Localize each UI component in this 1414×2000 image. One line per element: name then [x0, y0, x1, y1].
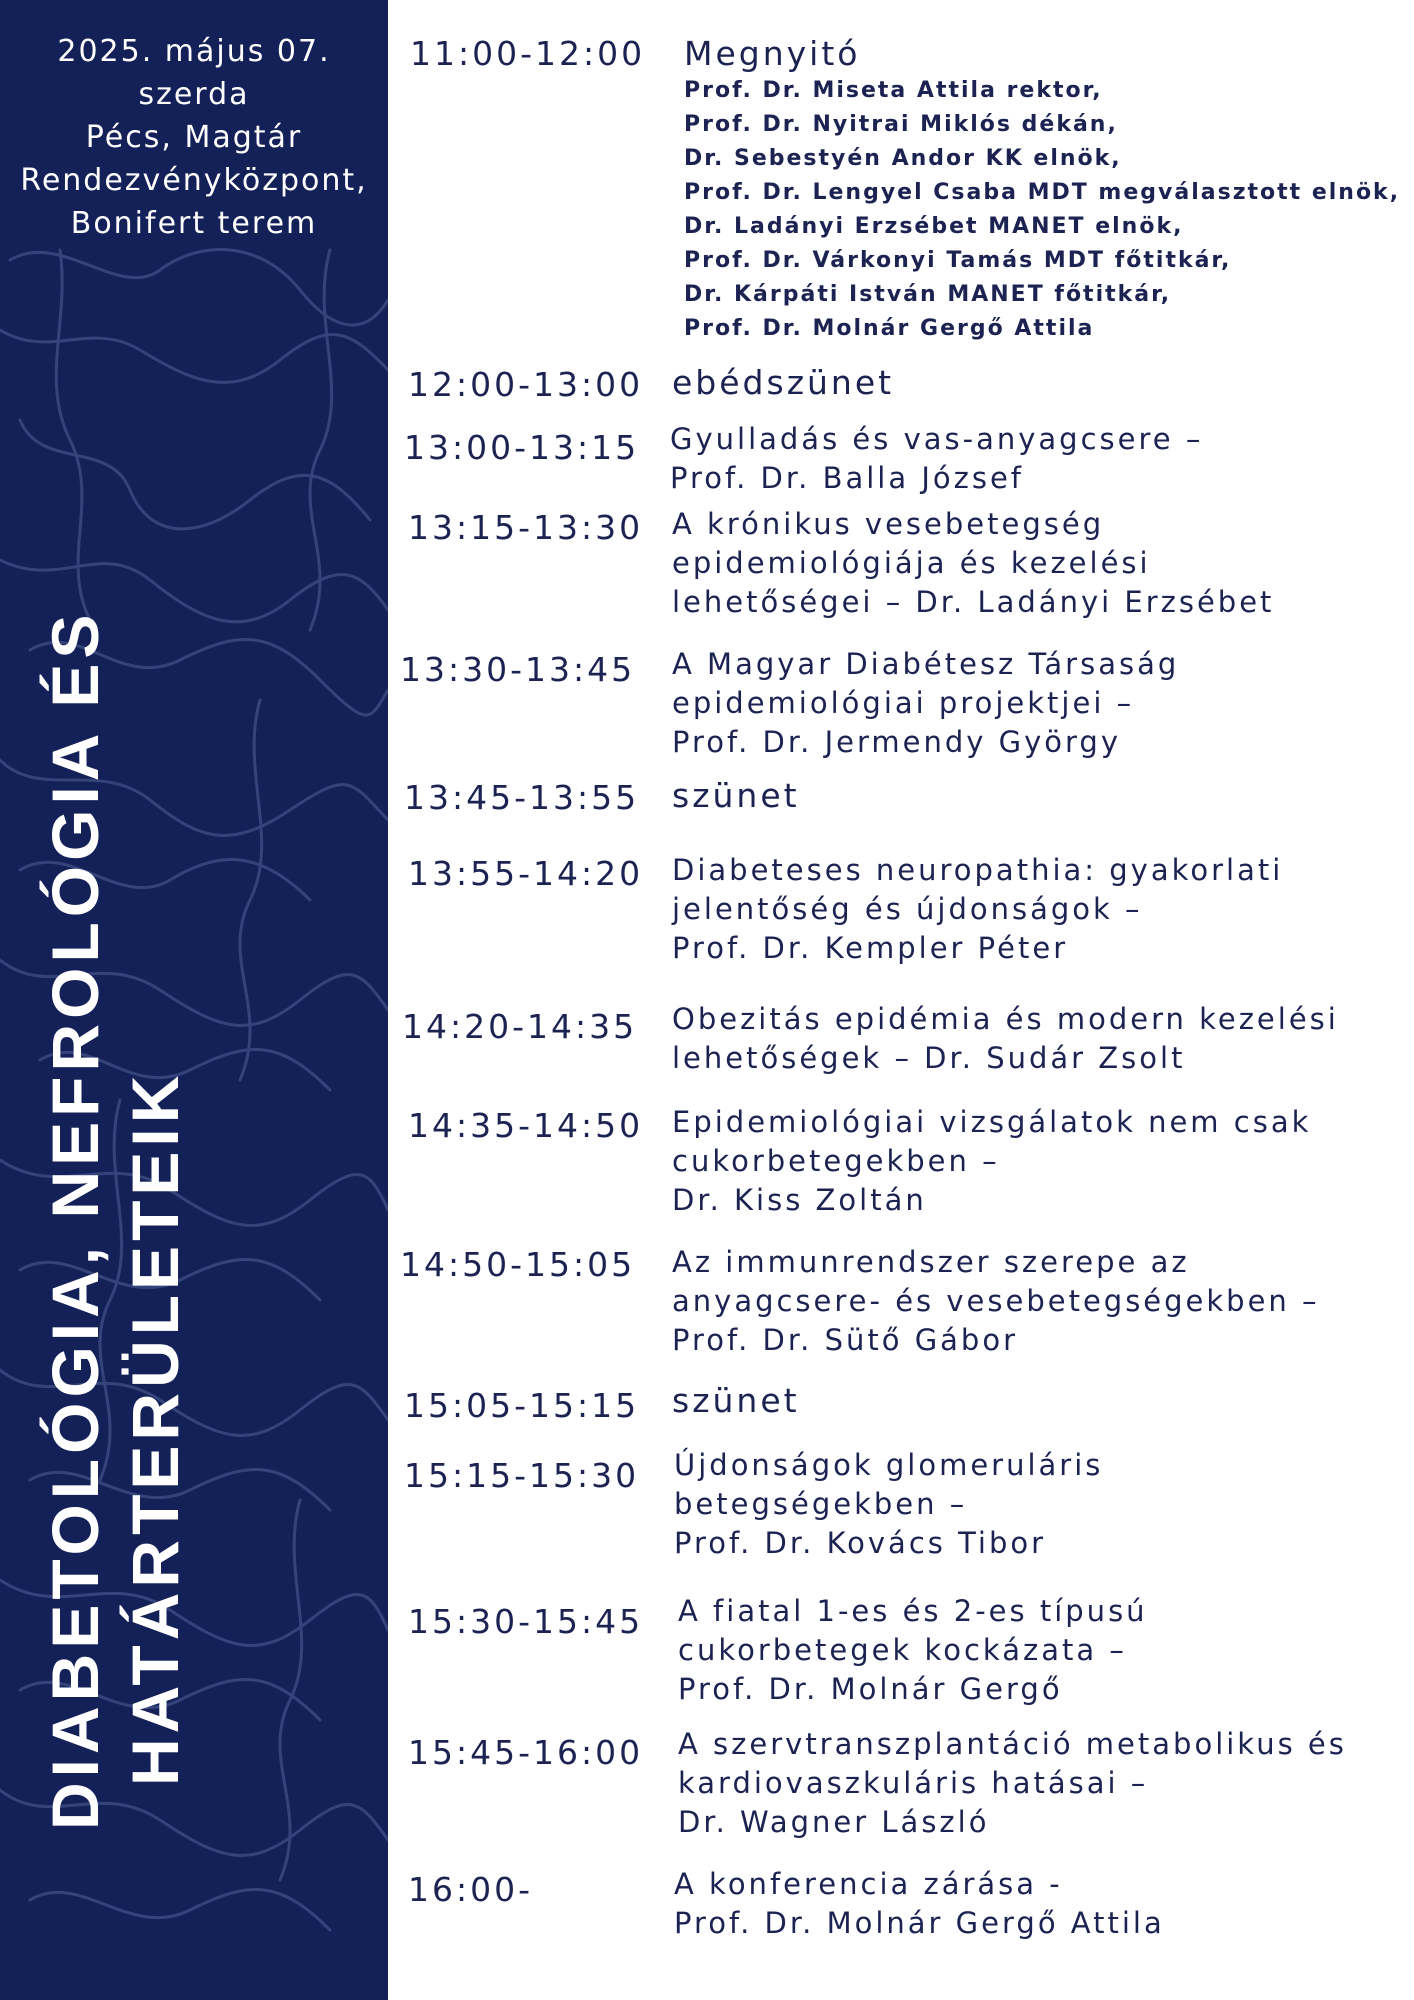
lunch-break: ebédszünet [672, 363, 895, 402]
speaker: Prof. Dr. Várkonyi Tamás MDT főtitkár, [684, 248, 1232, 273]
session-time: 15:15-15:30 [404, 1456, 640, 1495]
session [672, 851, 1283, 968]
session-time: 15:45-16:00 [408, 1733, 644, 1772]
break: szünet [672, 1381, 800, 1420]
session-line: A krónikus vesebetegség [672, 507, 1105, 541]
session-line: Prof. Dr. Molnár Gergő [678, 1672, 1063, 1706]
session-time: 13:15-13:30 [408, 508, 644, 547]
session-time: 11:00-12:00 [410, 34, 646, 73]
session [672, 645, 1179, 762]
session-time: 12:00-13:00 [408, 365, 644, 404]
event-room: Bonifert terem [70, 206, 318, 241]
speaker: Dr. Sebestyén Andor KK elnök, [684, 146, 1122, 171]
session [678, 1725, 1347, 1842]
session [674, 1446, 1103, 1563]
session-time: 16:00- [408, 1870, 534, 1909]
session-line: Prof. Dr. Kovács Tibor [674, 1526, 1047, 1560]
session-time: 13:00-13:15 [404, 428, 640, 467]
conference-title-line: HATÁRTERÜLETEIK [118, 1070, 192, 1786]
event-weekday: szerda [138, 77, 250, 112]
session-line: epidemiológiája és kezelési [672, 546, 1151, 580]
session-line: A Magyar Diabétesz Társaság [672, 647, 1180, 681]
session-line: Prof. Dr. Jermendy György [672, 725, 1121, 759]
session-line: Dr. Kiss Zoltán [672, 1183, 927, 1217]
session-line: lehetőségei – Dr. Ladányi Erzsébet [672, 585, 1275, 619]
session-time: 14:35-14:50 [408, 1106, 644, 1145]
session-line: A konferencia zárása - [674, 1867, 1063, 1901]
speaker: Dr. Ladányi Erzsébet MANET elnök, [684, 214, 1184, 239]
session-line: Újdonságok glomeruláris [674, 1448, 1104, 1482]
speaker-list [684, 74, 1400, 346]
session-line: cukorbetegekben – [672, 1144, 1000, 1178]
session-closing [674, 1865, 1165, 1943]
event-date: 2025. május 07. [57, 34, 331, 69]
session-line: Diabeteses neuropathia: gyakorlati [672, 853, 1284, 887]
session [672, 1103, 1311, 1220]
session-line: Dr. Wagner László [678, 1805, 990, 1839]
session-line: Az immunrendszer szerepe az [672, 1245, 1190, 1279]
event-venue: Pécs, Magtár [85, 120, 303, 155]
session [672, 505, 1274, 622]
speaker: Prof. Dr. Molnár Gergő Attila [684, 316, 1095, 341]
session-line: Obezitás epidémia és modern kezelési [672, 1002, 1339, 1036]
sidebar [0, 0, 388, 2000]
session-line: kardiovaszkuláris hatásai – [678, 1766, 1149, 1800]
session-line: A fiatal 1-es és 2-es típusú [678, 1594, 1148, 1628]
conference-title [35, 430, 195, 1830]
break: szünet [672, 776, 800, 815]
session-line: Gyulladás és vas-anyagcsere – [670, 422, 1204, 456]
session [672, 1243, 1320, 1360]
session [672, 1000, 1339, 1078]
event-info [0, 30, 388, 245]
session-line: anyagcsere- és vesebetegségekben – [672, 1284, 1320, 1318]
session-line: jelentőség és újdonságok – [672, 892, 1143, 926]
session-line: A szervtranszplantáció metabolikus és [678, 1727, 1347, 1761]
session-line: Prof. Dr. Kempler Péter [672, 931, 1069, 965]
session-line: Epidemiológiai vizsgálatok nem csak [672, 1105, 1312, 1139]
session [678, 1592, 1148, 1709]
session-title: Megnyitó [684, 34, 861, 73]
session-line: betegségekben – [674, 1487, 968, 1521]
session-line: cukorbetegek kockázata – [678, 1633, 1127, 1667]
speaker: Dr. Kárpáti István MANET főtitkár, [684, 282, 1172, 307]
session-line: Prof. Dr. Balla József [670, 461, 1025, 495]
session-line: lehetőségek – Dr. Sudár Zsolt [672, 1041, 1186, 1075]
session-time: 14:50-15:05 [400, 1245, 636, 1284]
session-opening [684, 34, 1400, 346]
event-venue: Rendezvényközpont, [20, 163, 368, 198]
session-time: 13:30-13:45 [400, 650, 636, 689]
session-time: 15:05-15:15 [404, 1386, 640, 1425]
session-time: 13:55-14:20 [408, 854, 644, 893]
session-line: Prof. Dr. Molnár Gergő Attila [674, 1906, 1165, 1940]
conference-title-line: DIABETOLÓGIA, NEFROLÓGIA ÉS [38, 609, 112, 1830]
session-line: epidemiológiai projektjei – [672, 686, 1135, 720]
speaker: Prof. Dr. Nyitrai Miklós dékán, [684, 112, 1118, 137]
session [670, 420, 1203, 498]
session-time: 14:20-14:35 [402, 1007, 638, 1046]
session-time: 15:30-15:45 [408, 1602, 644, 1641]
speaker: Prof. Dr. Miseta Attila rektor, [684, 78, 1103, 103]
speaker: Prof. Dr. Lengyel Csaba MDT megválasztott elnök, [684, 180, 1401, 205]
session-time: 13:45-13:55 [404, 778, 640, 817]
session-line: Prof. Dr. Sütő Gábor [672, 1323, 1019, 1357]
